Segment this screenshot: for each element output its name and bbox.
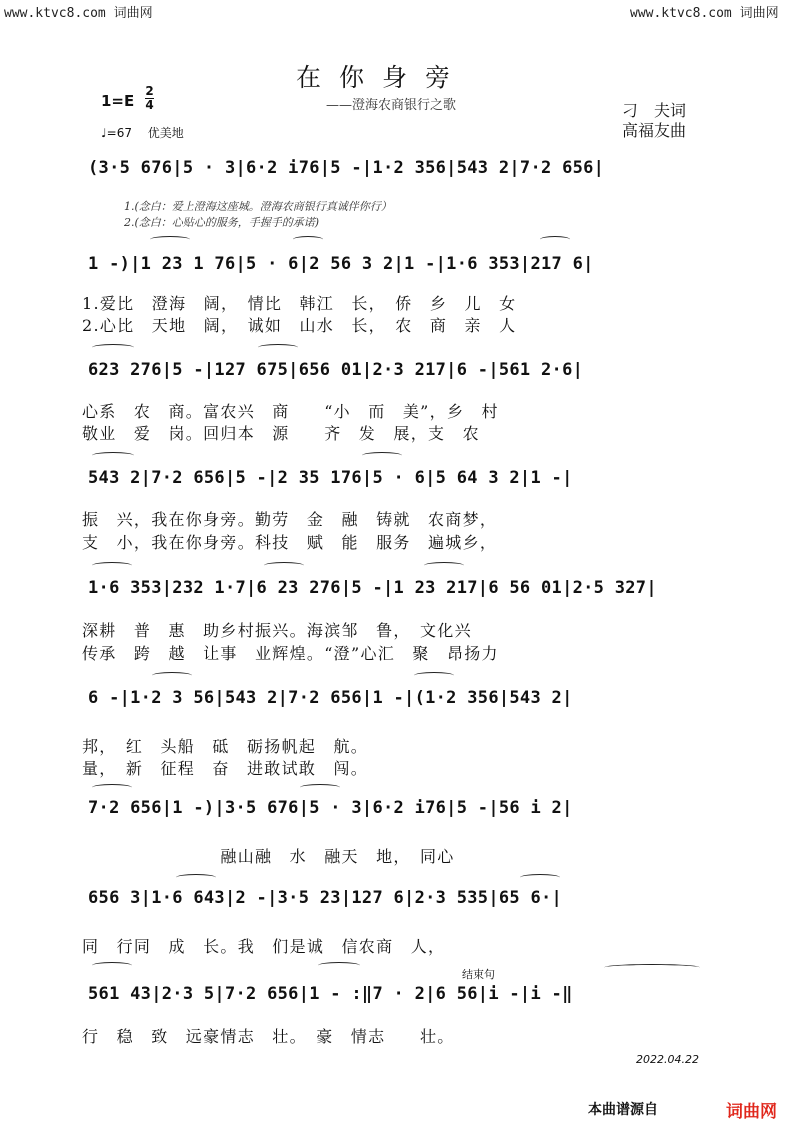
composer-credit: 高福友曲 xyxy=(622,121,687,140)
slur-mark xyxy=(176,874,216,881)
lyric-line-7: 同 行同 成 长。我 们是诚 信农商 人， xyxy=(82,937,446,956)
slur-mark xyxy=(92,344,134,351)
date-stamp: 2022.04.22 xyxy=(636,1053,699,1066)
slur-mark xyxy=(300,784,340,791)
end-phrase-marker: 结束句 xyxy=(462,968,495,981)
slur-mark xyxy=(604,964,700,971)
score-line-8: 656 3|1·6 643|2 -|3·5 23|127 6|2·3 535|65 6·| xyxy=(88,888,563,908)
lyric-line-1b: 2.心比 天地 阔， 诚如 山水 长， 农 商 亲 人 xyxy=(82,316,517,335)
recitation-note-2: 2.(念白：心贴心的服务，手握手的承诺) xyxy=(124,216,320,229)
lyric-line-5a: 邦， 红 头船 砥 砺扬帆起 航。 xyxy=(82,737,369,756)
song-title: 在你身旁 xyxy=(296,63,469,92)
lyricist-credit: 刁 夫词 xyxy=(622,101,687,120)
slur-mark xyxy=(264,562,304,569)
slur-mark xyxy=(414,672,454,679)
slur-mark xyxy=(258,344,298,351)
lyric-line-2b: 敬业 爱 岗。回归本 源 齐 发 展，支 农 xyxy=(82,424,480,443)
slur-mark xyxy=(540,236,570,243)
lyric-line-4a: 深耕 普 惠 助乡村振兴。海滨邹 鲁， 文化兴 xyxy=(82,621,472,640)
slur-mark xyxy=(424,562,464,569)
score-line-6: 6 -|1·2 3 56|543 2|7·2 656|1 -|(1·2 356|543 2| xyxy=(88,688,573,708)
lyric-line-8: 行 稳 致 远豪情志 壮。 豪 情志 壮。 xyxy=(82,1027,455,1046)
slur-mark xyxy=(150,236,190,243)
lyric-line-5b: 量， 新 征程 奋 进敢试敢 闯。 xyxy=(82,759,369,778)
score-line-5: 1·6 353|232 1·7|6 23 276|5 -|1 23 217|6 56 01|2·5 327| xyxy=(88,578,657,598)
lyric-line-3b: 支 小，我在你身旁。科技 赋 能 服务 遍城乡， xyxy=(82,533,498,552)
slur-mark xyxy=(520,874,560,881)
source-label: 本曲谱源自 xyxy=(588,1102,658,1118)
recitation-note-1: 1.(念白：爱上澄海这座城。澄海农商银行真诚伴你行） xyxy=(124,200,392,213)
score-line-3: 623 276|5 -|127 675|656 01|2·3 217|6 -|561 2·6| xyxy=(88,360,584,380)
slur-mark xyxy=(152,672,192,679)
song-subtitle: ——澄海农商银行之歌 xyxy=(326,98,457,113)
score-line-1: (3·5 676|5 · 3|6·2 i76|5 -|1·2 356|543 2|7·2 656| xyxy=(88,158,605,178)
slur-mark xyxy=(92,452,134,459)
score-line-4: 543 2|7·2 656|5 -|2 35 176|5 · 6|5 64 3 2|1 -| xyxy=(88,468,573,488)
key-signature: 1=E xyxy=(101,92,135,110)
score-line-2: 1 -)|1 23 1 76|5 · 6|2 56 3 2|1 -|1·6 353|217 6| xyxy=(88,254,594,274)
score-line-9: 561 43|2·3 5|7·2 656|1 - :‖7 · 2|6 56|i -|i -‖ xyxy=(88,984,573,1004)
slur-mark xyxy=(92,562,132,569)
tempo-marking: ♩=67 优美地 xyxy=(101,126,184,140)
slur-mark xyxy=(362,452,402,459)
lyric-line-6: 融山融 水 融天 地， 同心 xyxy=(82,847,455,866)
lyric-line-4b: 传承 跨 越 让事 业辉煌。“澄”心汇 聚 昂扬力 xyxy=(82,644,499,663)
slur-mark xyxy=(293,236,323,243)
site-watermark-left: www.ktvc8.com 词曲网 xyxy=(4,6,153,21)
site-watermark-right: www.ktvc8.com 词曲网 xyxy=(630,6,779,21)
slur-mark xyxy=(92,784,132,791)
time-signature: 2 4 xyxy=(145,84,154,112)
lyric-line-2a: 心系 农 商。富农兴 商 “小 而 美”，乡 村 xyxy=(82,402,499,421)
slur-mark xyxy=(318,962,360,969)
slur-mark xyxy=(92,962,132,969)
score-line-7: 7·2 656|1 -)|3·5 676|5 · 3|6·2 i76|5 -|56 i 2| xyxy=(88,798,573,818)
site-logo: 词曲网 xyxy=(726,1102,777,1122)
lyric-line-3a: 振 兴，我在你身旁。勤劳 金 融 铸就 农商梦， xyxy=(82,510,498,529)
lyric-line-1a: 1.爱比 澄海 阔， 情比 韩江 长， 侨 乡 儿 女 xyxy=(82,294,517,313)
